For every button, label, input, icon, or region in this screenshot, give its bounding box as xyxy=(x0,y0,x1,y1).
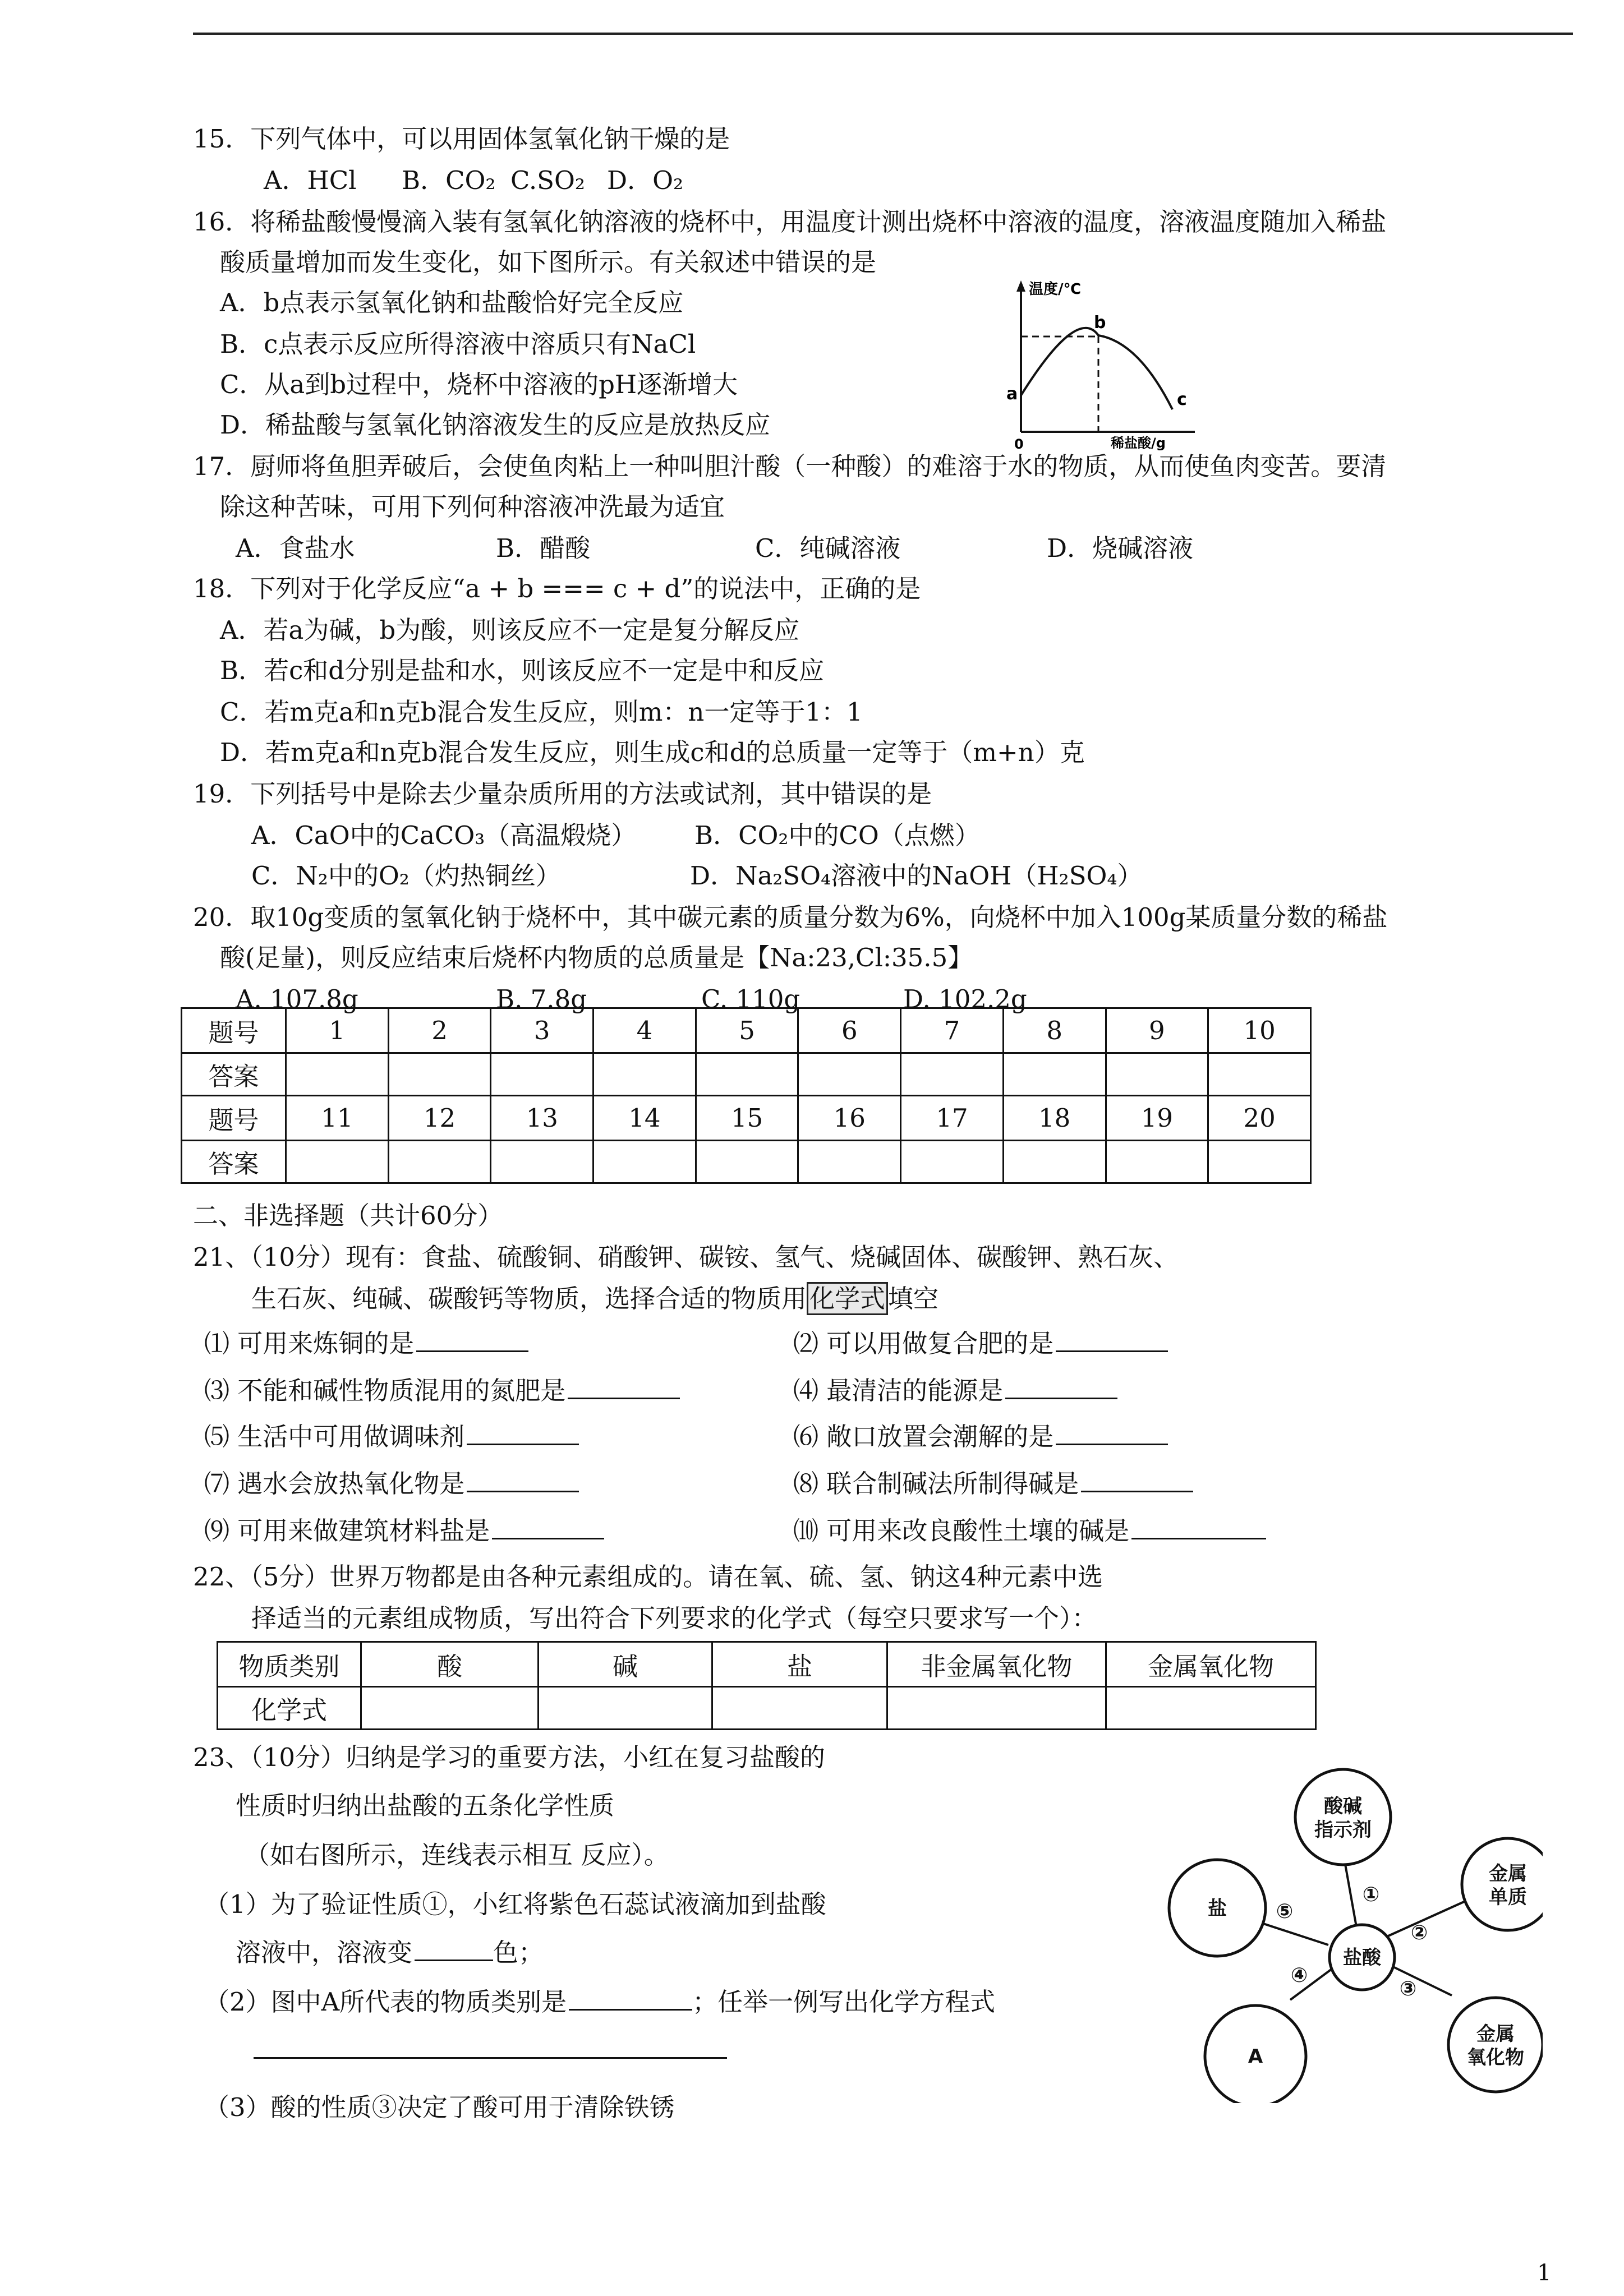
q22-answer-metal-oxide[interactable] xyxy=(1106,1687,1316,1730)
q21-item-4 xyxy=(793,1374,1117,1408)
answer-cell[interactable] xyxy=(1208,1053,1311,1096)
page-number: 1 xyxy=(1537,2260,1552,2286)
q19-option-b: B．CO₂中的CO（点燃） xyxy=(694,820,980,850)
graph-y-label: 温度/℃ xyxy=(1029,281,1081,298)
answer-table-answer-row-1 xyxy=(182,1053,1311,1096)
q18-option-b: B．若c和d分别是盐和水，则该反应不一定是中和反应 xyxy=(220,656,825,685)
q17-option-c: C．纯碱溶液 xyxy=(755,533,901,563)
q20-option-d: D. 102.2g xyxy=(903,984,1027,1014)
answer-cell[interactable] xyxy=(901,1053,1004,1096)
edge-label-2: ② xyxy=(1410,1921,1428,1944)
q22-header-acid: 酸 xyxy=(361,1642,539,1687)
q21-boxed-keyword: 化学式 xyxy=(807,1282,888,1315)
q20-option-b: B. 7.8g xyxy=(496,984,587,1014)
q23-equation-blank[interactable] xyxy=(254,2057,727,2059)
q22-formula-row xyxy=(218,1687,1316,1730)
q23-stem-line2: 性质时归纳出盐酸的五条化学性质 xyxy=(236,1791,615,1820)
q22-header-salt: 盐 xyxy=(712,1642,887,1687)
question-number-cell: 17 xyxy=(901,1096,1004,1141)
node-label-indicator-1: 酸碱 xyxy=(1324,1795,1362,1818)
hydrochloric-acid-property-diagram xyxy=(1156,1767,1543,2103)
node-label-salt: 盐 xyxy=(1208,1897,1227,1920)
q17-stem-line2: 除这种苦味，可用下列何种溶液冲洗最为适宜 xyxy=(220,492,725,522)
answer-cell[interactable] xyxy=(286,1141,389,1183)
answer-cell[interactable] xyxy=(1003,1141,1106,1183)
q21-item-7 xyxy=(204,1467,579,1501)
q23-part2 xyxy=(204,1985,995,2019)
q20-option-c: C. 110g xyxy=(701,984,801,1014)
question-number-cell: 4 xyxy=(594,1008,696,1053)
q21-blank-2[interactable] xyxy=(1056,1328,1168,1352)
header-rule xyxy=(193,33,1573,35)
answer-table-number-row-2 xyxy=(182,1096,1311,1141)
node-label-metal-2: 单质 xyxy=(1489,1886,1527,1908)
graph-x-label: 稀盐酸/g xyxy=(1111,435,1166,451)
answer-cell[interactable] xyxy=(798,1141,901,1183)
q16-option-a: A．b点表示氢氧化钠和盐酸恰好完全反应 xyxy=(220,288,684,317)
answer-cell[interactable] xyxy=(901,1141,1004,1183)
q22-answer-acid[interactable] xyxy=(361,1687,539,1730)
q21-item-3-text: ⑶ 不能和碱性物质混用的氮肥是 xyxy=(204,1376,566,1405)
q23-part1-post: 色； xyxy=(493,1938,544,1967)
q15-option-b: B．CO₂ xyxy=(402,165,496,195)
q16-option-b: B．c点表示反应所得溶液中溶质只有NaCl xyxy=(220,329,696,359)
question-number-cell: 7 xyxy=(901,1008,1004,1053)
q17-stem-line1: 17．厨师将鱼胆弄破后，会使鱼肉粘上一种叫胆汁酸（一种酸）的难溶于水的物质，从而使鱼肉变苦。要清 xyxy=(193,451,1387,481)
q21-item-10-text: ⑽ 可用来改良酸性土壤的碱是 xyxy=(793,1516,1130,1546)
q23-part1-line1: （1）为了验证性质①，小红将紫色石蕊试液滴加到盐酸 xyxy=(204,1889,826,1919)
question-number-cell: 18 xyxy=(1003,1096,1106,1141)
q22-answer-base[interactable] xyxy=(539,1687,712,1730)
q16-option-d: D．稀盐酸与氢氧化钠溶液发生的反应是放热反应 xyxy=(220,410,771,440)
q21-blank-4[interactable] xyxy=(1005,1375,1117,1399)
node-label-oxide-2: 氧化物 xyxy=(1467,2046,1524,2069)
q21-item-4-text: ⑷ 最清洁的能源是 xyxy=(793,1376,1004,1405)
answer-cell[interactable] xyxy=(798,1053,901,1096)
node-label-a: A xyxy=(1248,2045,1263,2068)
edge-label-4: ④ xyxy=(1290,1964,1308,1987)
question-number-cell: 12 xyxy=(388,1096,491,1141)
answer-table-label-number: 题号 xyxy=(182,1096,286,1141)
edge-label-1: ① xyxy=(1362,1883,1380,1906)
q21-blank-5[interactable] xyxy=(467,1421,579,1445)
q19-option-c: C．N₂中的O₂（灼热铜丝） xyxy=(251,861,561,891)
q23-part2-post: ；任举一例写出化学方程式 xyxy=(692,1987,996,2017)
q16-option-c: C．从a到b过程中，烧杯中溶液的pH逐渐增大 xyxy=(220,370,738,399)
q15-stem: 15．下列气体中，可以用固体氢氧化钠干燥的是 xyxy=(193,124,730,154)
answer-cell[interactable] xyxy=(1003,1053,1106,1096)
q21-blank-9[interactable] xyxy=(492,1515,604,1539)
q15-option-d: D．O₂ xyxy=(607,165,684,195)
answer-cell[interactable] xyxy=(491,1053,594,1096)
q17-option-a: A．食盐水 xyxy=(236,533,355,563)
graph-point-b: b xyxy=(1094,313,1106,333)
q21-item-7-text: ⑺ 遇水会放热氧化物是 xyxy=(204,1469,465,1499)
graph-temperature-curve xyxy=(1021,328,1172,409)
q21-item-9 xyxy=(204,1514,604,1548)
graph-point-c: c xyxy=(1177,390,1187,409)
q21-item-6 xyxy=(793,1420,1168,1454)
q22-row-label: 化学式 xyxy=(218,1687,361,1730)
q21-blank-3[interactable] xyxy=(568,1375,680,1399)
question-number-cell: 14 xyxy=(594,1096,696,1141)
answer-cell[interactable] xyxy=(388,1141,491,1183)
q21-stem-line2-post: 填空 xyxy=(888,1284,939,1313)
q21-item-5 xyxy=(204,1420,579,1454)
question-number-cell: 19 xyxy=(1106,1096,1208,1141)
q22-header-nonmetal-oxide: 非金属氧化物 xyxy=(887,1642,1106,1687)
answer-cell[interactable] xyxy=(1106,1053,1208,1096)
answer-cell[interactable] xyxy=(594,1053,696,1096)
answer-cell[interactable] xyxy=(1106,1141,1208,1183)
question-number-cell: 13 xyxy=(491,1096,594,1141)
question-number-cell: 16 xyxy=(798,1096,901,1141)
answer-table xyxy=(181,1007,1312,1184)
q22-header-base: 碱 xyxy=(539,1642,712,1687)
q23-stem-line1: 23、（10分）归纳是学习的重要方法，小红在复习盐酸的 xyxy=(193,1742,826,1772)
q23-part1-pre: 溶液中，溶液变 xyxy=(236,1938,413,1967)
question-number-cell: 15 xyxy=(696,1096,798,1141)
q21-item-2 xyxy=(793,1327,1168,1361)
q19-option-d: D．Na₂SO₄溶液中的NaOH（H₂SO₄） xyxy=(690,861,1143,891)
q23-part2-pre: （2）图中A所代表的物质类别是 xyxy=(204,1987,567,2017)
section2-title: 二、非选择题（共计60分） xyxy=(193,1201,503,1230)
node-label-metal-1: 金属 xyxy=(1489,1862,1527,1885)
q19-stem: 19．下列括号中是除去少量杂质所用的方法或试剂，其中错误的是 xyxy=(193,779,932,809)
q18-option-c: C．若m克a和n克b混合发生反应，则m：n一定等于1：1 xyxy=(220,697,863,727)
answer-cell[interactable] xyxy=(696,1141,798,1183)
q22-answer-nonmetal-oxide[interactable] xyxy=(887,1687,1106,1730)
q21-item-2-text: ⑵ 可以用做复合肥的是 xyxy=(793,1329,1054,1358)
q16-stem-line2: 酸质量增加而发生变化，如下图所示。有关叙述中错误的是 xyxy=(220,247,877,277)
q17-option-b: B．醋酸 xyxy=(496,533,591,563)
node-label-center: 盐酸 xyxy=(1343,1947,1381,1969)
answer-cell[interactable] xyxy=(388,1053,491,1096)
q22-header-row xyxy=(218,1642,1316,1687)
q21-item-6-text: ⑹ 敞口放置会潮解的是 xyxy=(793,1422,1054,1451)
q21-stem-line2 xyxy=(251,1282,938,1316)
question-number-cell: 10 xyxy=(1208,1008,1311,1053)
q16-stem-line1: 16．将稀盐酸慢慢滴入装有氢氧化钠溶液的烧杯中，用温度计测出烧杯中溶液的温度，溶液温度随加入稀盐 xyxy=(193,207,1387,237)
edge-label-5: ⑤ xyxy=(1276,1900,1294,1923)
q21-stem-line2-pre: 生石灰、纯碱、碳酸钙等物质，选择合适的物质用 xyxy=(251,1284,807,1313)
q15-option-a: A．HCl xyxy=(264,165,357,195)
q21-blank-7[interactable] xyxy=(467,1468,579,1492)
graph-y-arrow xyxy=(1016,280,1025,292)
graph-origin-label: 0 xyxy=(1014,436,1024,452)
question-number-cell: 5 xyxy=(696,1008,798,1053)
q22-header-category: 物质类别 xyxy=(218,1642,361,1687)
q21-item-3 xyxy=(204,1374,680,1408)
q21-blank-6[interactable] xyxy=(1056,1421,1168,1445)
q20-option-a: A. 107.8g xyxy=(236,984,358,1014)
question-number-cell: 11 xyxy=(286,1096,389,1141)
q21-blank-1[interactable] xyxy=(416,1328,528,1352)
edge-label-3: ③ xyxy=(1399,1977,1417,2000)
q22-stem-line2: 择适当的元素组成物质，写出符合下列要求的化学式（每空只要求写一个）： xyxy=(251,1603,1097,1633)
q21-item-9-text: ⑼ 可用来做建筑材料盐是 xyxy=(204,1516,490,1546)
question-number-cell: 1 xyxy=(286,1008,389,1053)
q21-item-8 xyxy=(793,1467,1193,1501)
question-number-cell: 9 xyxy=(1106,1008,1208,1053)
q21-blank-8[interactable] xyxy=(1081,1468,1193,1492)
node-label-oxide-1: 金属 xyxy=(1476,2023,1515,2045)
node-label-indicator-2: 指示剂 xyxy=(1314,1819,1372,1841)
q21-item-1-text: ⑴ 可用来炼铜的是 xyxy=(204,1329,415,1358)
q21-blank-10[interactable] xyxy=(1131,1515,1266,1539)
q21-stem-line1: 21、（10分）现有：食盐、硫酸铜、硝酸钾、碳铵、氢气、烧碱固体、碳酸钾、熟石灰、 xyxy=(193,1242,1179,1272)
q22-stem-line1: 22、（5分）世界万物都是由各种元素组成的。请在氧、硫、氢、钠这4种元素中选 xyxy=(193,1562,1103,1592)
temperature-curve-graph xyxy=(1004,275,1206,454)
q21-item-10 xyxy=(793,1514,1266,1548)
question-number-cell: 8 xyxy=(1003,1008,1106,1053)
q15-option-c: C.SO₂ xyxy=(510,165,585,195)
answer-cell[interactable] xyxy=(286,1053,389,1096)
q23-blank-category[interactable] xyxy=(569,1986,692,2011)
q17-option-d: D．烧碱溶液 xyxy=(1047,533,1194,563)
answer-cell[interactable] xyxy=(696,1053,798,1096)
q19-option-a: A．CaO中的CaCO₃（高温煅烧） xyxy=(251,820,637,850)
q18-option-d: D．若m克a和n克b混合发生反应，则生成c和d的总质量一定等于（m+n）克 xyxy=(220,737,1085,767)
q20-stem-line1: 20．取10g变质的氢氧化钠于烧杯中，其中碳元素的质量分数为6%，向烧杯中加入100g某质量分数的稀盐 xyxy=(193,902,1388,932)
answer-cell[interactable] xyxy=(491,1141,594,1183)
question-number-cell: 3 xyxy=(491,1008,594,1053)
q20-stem-line2: 酸(足量)，则反应结束后烧杯内物质的总质量是【Na:23,Cl:35.5】 xyxy=(220,943,973,972)
graph-point-a: a xyxy=(1006,384,1018,404)
q21-item-8-text: ⑻ 联合制碱法所制得碱是 xyxy=(793,1469,1079,1499)
q23-part1-line2 xyxy=(236,1936,544,1970)
answer-table-label-answer: 答案 xyxy=(182,1141,286,1183)
q22-formula-table xyxy=(217,1641,1317,1730)
answer-table-label-number: 题号 xyxy=(182,1008,286,1053)
q22-header-metal-oxide: 金属氧化物 xyxy=(1106,1642,1316,1687)
q21-item-5-text: ⑸ 生活中可用做调味剂 xyxy=(204,1422,465,1451)
q18-option-a: A．若a为碱，b为酸，则该反应不一定是复分解反应 xyxy=(220,615,800,645)
answer-table-number-row-1 xyxy=(182,1008,1311,1053)
answer-table-label-answer: 答案 xyxy=(182,1053,286,1096)
answer-table-answer-row-2 xyxy=(182,1141,1311,1183)
question-number-cell: 20 xyxy=(1208,1096,1311,1141)
question-number-cell: 6 xyxy=(798,1008,901,1053)
q18-stem: 18．下列对于化学反应“a + b === c + d”的说法中，正确的是 xyxy=(193,574,921,603)
answer-cell[interactable] xyxy=(594,1141,696,1183)
question-number-cell: 2 xyxy=(388,1008,491,1053)
answer-cell[interactable] xyxy=(1208,1141,1311,1183)
q23-stem-line3: （如右图所示，连线表示相互 反应）。 xyxy=(245,1840,669,1870)
q23-part3: （3）酸的性质③决定了酸可用于清除铁锈 xyxy=(204,2092,675,2122)
q23-blank-color[interactable] xyxy=(415,1937,493,1961)
q22-answer-salt[interactable] xyxy=(712,1687,887,1730)
q21-item-1 xyxy=(204,1327,528,1361)
